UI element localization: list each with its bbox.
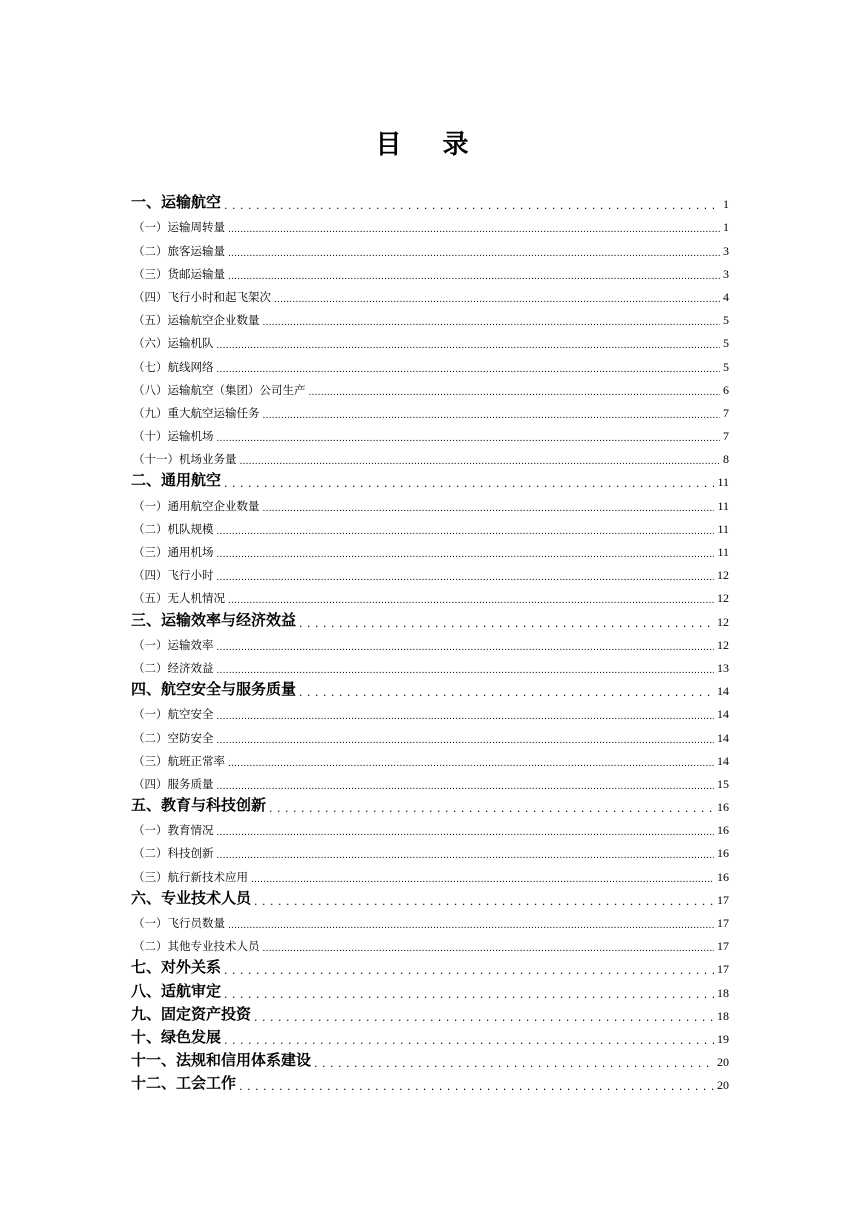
toc-chapter-entry[interactable] xyxy=(131,792,729,815)
toc-leader-dots xyxy=(217,851,715,861)
toc-chapter-entry[interactable] xyxy=(131,1001,729,1024)
toc-page-number: 14 xyxy=(717,684,729,699)
toc-page-number: 14 xyxy=(717,753,729,768)
table-of-contents xyxy=(131,189,729,1093)
toc-page-number: 19 xyxy=(717,1031,729,1046)
toc-leader-dots xyxy=(299,686,714,699)
toc-section-entry[interactable] xyxy=(131,514,729,537)
toc-leader-dots xyxy=(217,341,721,351)
toc-page-number: 3 xyxy=(723,243,729,258)
toc-leader-dots xyxy=(224,988,714,1001)
toc-section-entry[interactable] xyxy=(131,583,729,606)
toc-page-number: 8 xyxy=(723,452,729,467)
toc-page-number: 18 xyxy=(717,985,729,1000)
toc-page-number: 12 xyxy=(717,591,729,606)
toc-entry-label: （九）重大航空运输任务 xyxy=(133,405,260,420)
toc-section-entry[interactable] xyxy=(131,653,729,676)
toc-leader-dots xyxy=(263,318,721,328)
toc-entry-label: （七）航线网络 xyxy=(133,359,214,374)
toc-leader-dots xyxy=(224,964,714,977)
toc-section-entry[interactable] xyxy=(131,375,729,398)
toc-section-entry[interactable] xyxy=(131,537,729,560)
toc-entry-label: （一）教育情况 xyxy=(133,823,214,838)
toc-leader-dots xyxy=(217,736,715,746)
toc-leader-dots xyxy=(228,272,720,282)
toc-leader-dots xyxy=(217,573,715,583)
toc-section-entry[interactable] xyxy=(131,259,729,282)
toc-leader-dots xyxy=(263,411,721,421)
toc-leader-dots xyxy=(228,921,714,931)
toc-section-entry[interactable] xyxy=(131,560,729,583)
toc-leader-dots xyxy=(228,759,714,769)
toc-leader-dots xyxy=(240,457,721,467)
toc-page-number: 5 xyxy=(723,336,729,351)
toc-section-entry[interactable] xyxy=(131,212,729,235)
toc-page-number: 18 xyxy=(717,1008,729,1023)
toc-section-entry[interactable] xyxy=(131,444,729,467)
toc-section-entry[interactable] xyxy=(131,931,729,954)
toc-leader-dots xyxy=(228,225,720,235)
toc-leader-dots xyxy=(217,712,715,722)
toc-entry-label: 六、专业技术人员 xyxy=(131,888,252,907)
toc-page-number: 11 xyxy=(717,498,729,513)
toc-leader-dots xyxy=(224,199,720,212)
toc-entry-label: （一）飞行员数量 xyxy=(133,916,225,930)
toc-section-entry[interactable] xyxy=(131,861,729,884)
toc-section-entry[interactable] xyxy=(131,838,729,861)
toc-chapter-entry[interactable] xyxy=(131,606,729,629)
toc-entry-label: 二、通用航空 xyxy=(131,471,222,490)
toc-chapter-entry[interactable] xyxy=(131,954,729,977)
toc-leader-dots xyxy=(224,1034,714,1047)
toc-leader-dots xyxy=(224,477,714,490)
toc-page-number: 7 xyxy=(723,405,729,420)
toc-page-number: 12 xyxy=(717,614,729,629)
toc-entry-label: 十、绿色发展 xyxy=(131,1027,222,1046)
toc-section-entry[interactable] xyxy=(131,630,729,653)
toc-leader-dots xyxy=(217,527,715,537)
toc-page-number: 15 xyxy=(717,776,729,791)
toc-entry-label: 四、航空安全与服务质量 xyxy=(131,680,297,699)
toc-entry-label: （四）飞行小时 xyxy=(133,568,214,583)
toc-section-entry[interactable] xyxy=(131,769,729,792)
toc-leader-dots xyxy=(239,1080,714,1093)
toc-section-entry[interactable] xyxy=(131,282,729,305)
toc-leader-dots xyxy=(217,782,715,792)
toc-page-number: 16 xyxy=(717,846,729,861)
toc-section-entry[interactable] xyxy=(131,699,729,722)
toc-leader-dots xyxy=(299,617,714,630)
toc-entry-label: （六）运输机队 xyxy=(133,336,214,351)
toc-entry-label: 十一、法规和信用体系建设 xyxy=(131,1051,312,1070)
toc-entry-label: （一）运输周转量 xyxy=(133,220,225,235)
toc-entry-label: 三、运输效率与经济效益 xyxy=(131,610,297,629)
toc-leader-dots xyxy=(263,504,715,514)
toc-entry-label: 七、对外关系 xyxy=(131,958,222,977)
toc-leader-dots xyxy=(309,388,721,398)
toc-page-number: 16 xyxy=(717,823,729,838)
toc-page-number: 20 xyxy=(717,1055,729,1070)
toc-leader-dots xyxy=(274,295,720,305)
toc-title: 目 录 xyxy=(375,130,485,160)
toc-leader-dots xyxy=(228,596,714,606)
toc-section-entry[interactable] xyxy=(131,815,729,838)
toc-entry-label: （十）运输机场 xyxy=(133,429,214,444)
toc-section-entry[interactable] xyxy=(131,328,729,351)
toc-page-number: 5 xyxy=(723,313,729,328)
toc-page-number: 3 xyxy=(723,266,729,281)
toc-page-number: 12 xyxy=(717,637,729,652)
toc-section-entry[interactable] xyxy=(131,351,729,374)
toc-page-number: 1 xyxy=(723,197,729,212)
toc-page-number: 11 xyxy=(717,545,729,559)
toc-section-entry[interactable] xyxy=(131,235,729,258)
toc-page-number: 6 xyxy=(723,382,729,397)
toc-entry-label: （一）航空安全 xyxy=(133,707,214,722)
toc-leader-dots xyxy=(217,365,721,375)
toc-entry-label: （五）无人机情况 xyxy=(133,591,225,606)
toc-entry-label: （四）服务质量 xyxy=(133,776,214,791)
toc-leader-dots xyxy=(269,802,714,815)
toc-leader-dots xyxy=(251,875,714,885)
toc-entry-label: （二）科技创新 xyxy=(133,846,214,861)
toc-page-number: 17 xyxy=(717,916,729,930)
toc-chapter-entry[interactable] xyxy=(131,885,729,908)
toc-section-entry[interactable] xyxy=(131,398,729,421)
toc-chapter-entry[interactable] xyxy=(131,1070,729,1093)
toc-page-number: 7 xyxy=(723,429,729,444)
toc-page-number: 11 xyxy=(717,475,729,490)
toc-entry-label: （二）空防安全 xyxy=(133,730,214,745)
toc-entry-label: 九、固定资产投资 xyxy=(131,1004,252,1023)
toc-page-number: 11 xyxy=(717,521,729,536)
toc-entry-label: （五）运输航空企业数量 xyxy=(133,313,260,328)
toc-leader-dots xyxy=(263,944,715,954)
toc-chapter-entry[interactable] xyxy=(131,467,729,490)
toc-section-entry[interactable] xyxy=(131,490,729,513)
toc-page-number: 13 xyxy=(717,660,729,675)
toc-page-number: 12 xyxy=(717,568,729,583)
toc-entry-label: 一、运输航空 xyxy=(131,193,222,212)
toc-entry-label: （四）飞行小时和起飞架次 xyxy=(133,289,271,304)
toc-leader-dots xyxy=(217,828,715,838)
toc-page-number: 16 xyxy=(717,800,729,815)
toc-entry-label: （一）运输效率 xyxy=(133,637,214,652)
toc-section-entry[interactable] xyxy=(131,421,729,444)
toc-page-number: 17 xyxy=(717,939,729,954)
toc-entry-label: 五、教育与科技创新 xyxy=(131,796,267,815)
toc-page-number: 14 xyxy=(717,707,729,722)
toc-entry-label: （二）旅客运输量 xyxy=(133,243,225,258)
toc-leader-dots xyxy=(217,550,715,560)
toc-entry-label: 十二、工会工作 xyxy=(131,1074,237,1093)
toc-entry-label: （二）经济效益 xyxy=(133,660,214,675)
toc-entry-label: （三）航行新技术应用 xyxy=(133,869,248,884)
toc-entry-label: （三）通用机场 xyxy=(133,545,214,559)
toc-entry-label: （一）通用航空企业数量 xyxy=(133,498,260,513)
toc-entry-label: （十一）机场业务量 xyxy=(133,452,237,467)
toc-entry-label: （二）其他专业技术人员 xyxy=(133,939,260,954)
toc-chapter-entry[interactable] xyxy=(131,189,729,212)
toc-leader-dots xyxy=(228,249,720,259)
toc-section-entry[interactable] xyxy=(131,305,729,328)
toc-leader-dots xyxy=(217,643,715,653)
toc-leader-dots xyxy=(217,434,721,444)
toc-entry-label: （三）航班正常率 xyxy=(133,753,225,768)
toc-entry-label: （八）运输航空（集团）公司生产 xyxy=(133,382,306,397)
toc-section-entry[interactable] xyxy=(131,908,729,931)
toc-leader-dots xyxy=(314,1057,714,1070)
toc-leader-dots xyxy=(217,666,715,676)
toc-entry-label: （二）机队规模 xyxy=(133,521,214,536)
toc-page-number: 16 xyxy=(717,869,729,884)
toc-page-number: 1 xyxy=(723,220,729,235)
toc-section-entry[interactable] xyxy=(131,746,729,769)
toc-page-number: 17 xyxy=(717,962,729,977)
toc-entry-label: 八、适航审定 xyxy=(131,981,222,1000)
toc-chapter-entry[interactable] xyxy=(131,676,729,699)
toc-chapter-entry[interactable] xyxy=(131,1024,729,1047)
toc-entry-label: （三）货邮运输量 xyxy=(133,266,225,281)
toc-leader-dots xyxy=(254,1011,714,1024)
toc-page-number: 14 xyxy=(717,730,729,745)
toc-page-number: 20 xyxy=(717,1078,729,1093)
toc-chapter-entry[interactable] xyxy=(131,1047,729,1070)
toc-leader-dots xyxy=(254,895,714,908)
toc-section-entry[interactable] xyxy=(131,722,729,745)
toc-page-number: 17 xyxy=(717,892,729,907)
toc-chapter-entry[interactable] xyxy=(131,977,729,1000)
toc-page-number: 4 xyxy=(723,289,729,304)
toc-page-number: 5 xyxy=(723,359,729,374)
